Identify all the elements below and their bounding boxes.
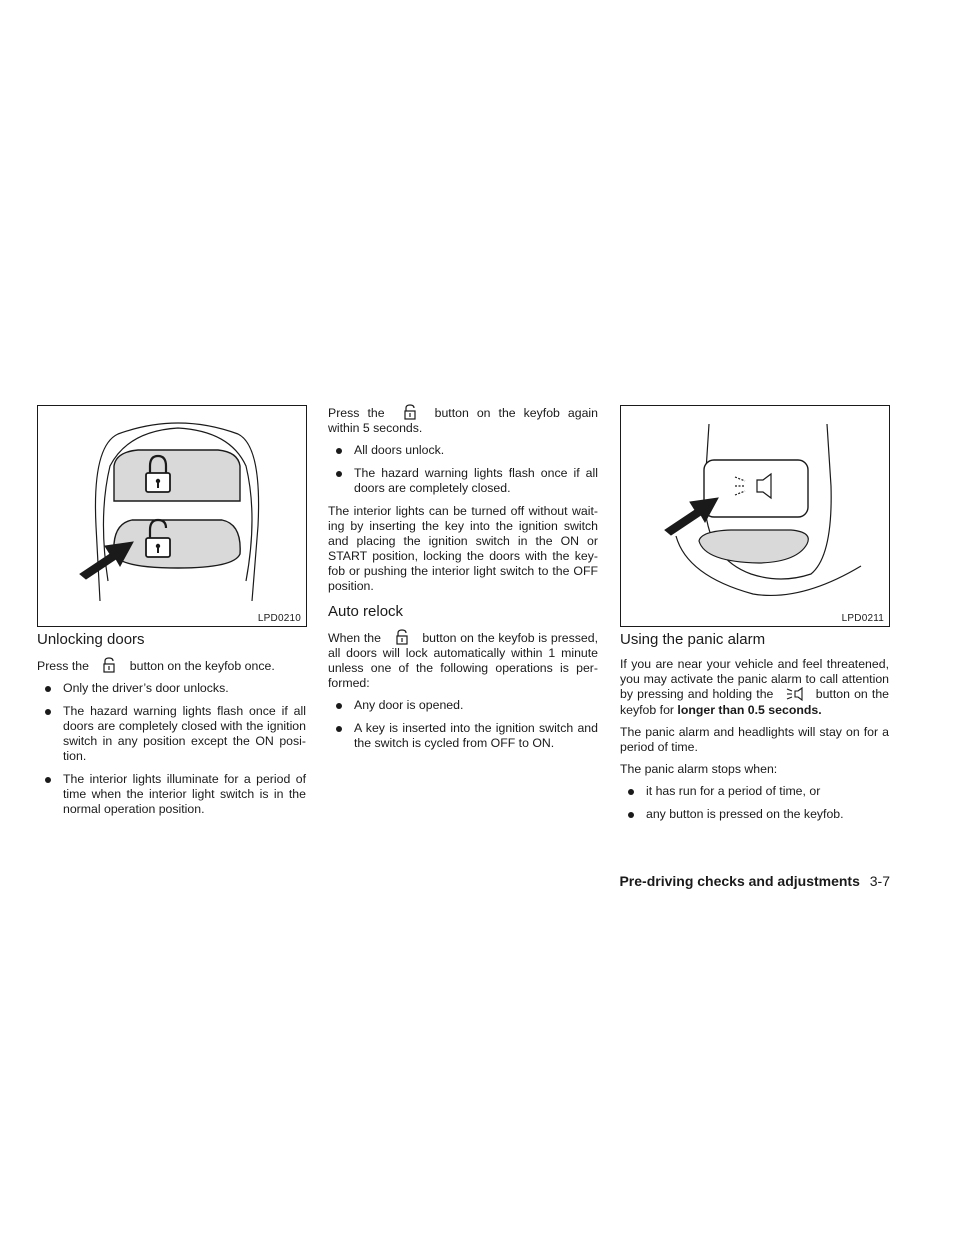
- figure-label: LPD0211: [841, 613, 884, 624]
- keyfob-unlock-figure: [37, 405, 307, 627]
- column-2: [328, 404, 598, 759]
- list-item: [328, 721, 598, 751]
- list-item: [328, 466, 598, 496]
- bullet-list: [620, 784, 889, 822]
- text: button on the keyfob once.: [129, 659, 275, 673]
- text: All doors unlock.: [354, 443, 445, 457]
- paragraph: The panic alarm and headlights will stay on for a period of time.: [620, 725, 889, 754]
- bullet-list: [37, 681, 306, 817]
- text: button on the keyfob is pressed, all doors will lock automatically within 1 minute unless one of the following operations is per-formed:: [328, 631, 599, 690]
- paragraph: The interior lights can be turned off without wait-ing by inserting the key into the ignition switch and placing the ignition switch in the ON or START position, locking the doors with the key-fob or pushing the interior light switch to the OFF position.: [328, 504, 598, 593]
- bullet-list: [328, 698, 598, 751]
- list-item: [620, 784, 889, 799]
- text: button on the keyfob again within 5 seconds.: [328, 406, 598, 435]
- footer-section-title: Pre-driving checks and adjustments: [619, 873, 860, 889]
- text: A key is inserted into the ignition switch and the switch is cycled from OFF to ON.: [354, 721, 598, 750]
- text: The hazard warning lights flash once if all doors are completely closed with the ignition switch in any position except the ON posi-tion.: [63, 704, 306, 763]
- emphasis-text: longer than 0.5 seconds.: [677, 703, 822, 717]
- section-heading: Using the panic alarm: [620, 631, 766, 648]
- text: Press the: [328, 406, 385, 420]
- text: When the: [328, 631, 381, 645]
- list-item: [37, 704, 306, 764]
- paragraph: The panic alarm stops when:: [620, 762, 778, 776]
- list-item: [328, 443, 598, 458]
- keyfob-unlock-icon: [393, 404, 427, 420]
- keyfob-panic-icon: [778, 687, 812, 703]
- list-item: [37, 681, 306, 696]
- keyfob-panic-figure: [620, 405, 890, 627]
- paragraph: [328, 404, 598, 436]
- paragraph: [620, 657, 889, 718]
- keyfob-panic-illustration: [621, 406, 889, 626]
- text: Any door is opened.: [354, 698, 464, 712]
- paragraph: [328, 629, 598, 691]
- page-number: 3-7: [869, 873, 890, 889]
- paragraph: [37, 657, 306, 674]
- section-heading: Auto relock: [328, 603, 404, 620]
- text: Only the driver’s door unlocks.: [63, 681, 229, 695]
- text: Press the: [37, 659, 89, 673]
- keyfob-unlock-icon: [92, 657, 126, 673]
- text: The hazard warning lights flash once if all doors are completely closed.: [354, 466, 598, 495]
- list-item: [620, 807, 889, 822]
- text: The interior lights illuminate for a period of time when the interior light switch is in the normal operation position.: [63, 772, 306, 816]
- text: it has run for a period of time, or: [646, 784, 821, 798]
- list-item: [328, 698, 598, 713]
- keyfob-illustration: [38, 406, 306, 626]
- column-3: [620, 631, 889, 830]
- text: If you are near your vehicle and feel threatened, you may activate the panic alarm to call attention by pressing and holding the: [620, 657, 889, 701]
- text: button on the keyfob for: [620, 687, 890, 717]
- section-heading: Unlocking doors: [37, 631, 145, 648]
- column-1: [37, 631, 306, 825]
- figure-label: LPD0210: [257, 613, 301, 624]
- list-item: [37, 772, 306, 817]
- page-footer: [619, 872, 890, 890]
- bullet-list: [328, 443, 598, 496]
- text: any button is pressed on the keyfob.: [646, 807, 844, 821]
- keyfob-unlock-icon: [385, 629, 419, 645]
